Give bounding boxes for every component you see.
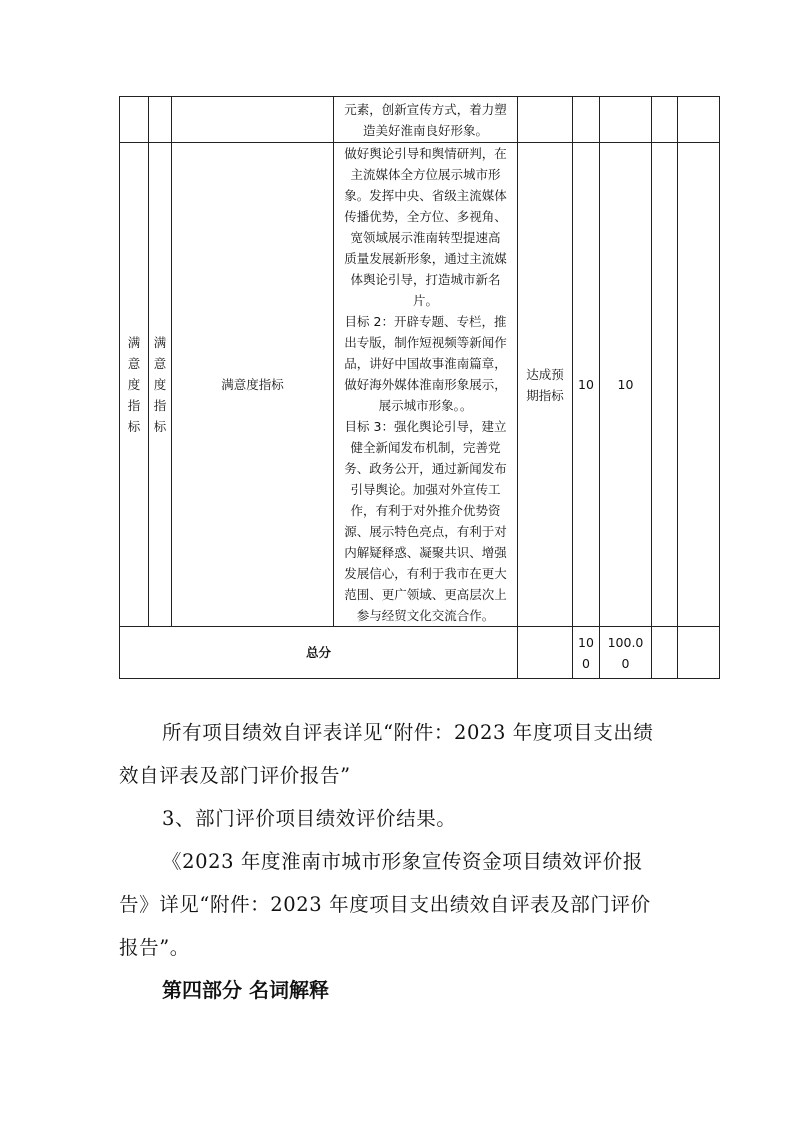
paragraph-line: 所有项目绩效自评表详见“附件：2023 年度项目支出绩 xyxy=(162,721,654,744)
description-line: 务、政务公开，通过新闻发布 xyxy=(344,461,507,476)
table-cell xyxy=(678,627,720,679)
table-cell xyxy=(652,627,678,679)
total-score-cell: 100.0 0 xyxy=(600,627,652,679)
paragraph-line: 3、部门评价项目绩效评价结果。 xyxy=(162,807,457,830)
table-row xyxy=(120,627,720,679)
weight-cell: 10 xyxy=(573,143,600,627)
description-line: 宽领域展示淮南转型提速高 xyxy=(350,230,501,245)
paragraph-line: 报告”。 xyxy=(119,936,190,959)
table-cell xyxy=(678,143,720,627)
description-line: 象。发挥中央、省级主流媒体 xyxy=(344,188,507,203)
score-cell: 10 xyxy=(600,143,652,627)
total-weight-cell: 10 0 xyxy=(573,627,600,679)
table-cell xyxy=(652,97,678,143)
table-cell xyxy=(678,97,720,143)
status-line: 达成预 xyxy=(526,366,564,382)
level2-indicator-cell: 满 意 度 指 标 xyxy=(149,143,172,627)
description-line: 发展信心，有利于我市在更大 xyxy=(344,566,507,581)
table-row xyxy=(120,143,720,627)
level3-indicator-cell: 满意度指标 xyxy=(172,143,334,627)
description-line: 源、展示特色亮点，有利于对 xyxy=(344,524,507,539)
description-line: 作，有利于对外推介优势资 xyxy=(350,503,501,518)
description-line: 范围、更广领域、更高层次上 xyxy=(344,587,507,602)
table-cell xyxy=(518,627,573,679)
description-line: 质量发展新形象，通过主流媒 xyxy=(344,251,507,266)
description-line: 传播优势，全方位、多视角、 xyxy=(344,209,507,224)
table-row xyxy=(120,97,720,143)
description-line: 参与经贸文化交流合作。 xyxy=(356,608,495,623)
description-line: 内解疑释惑、凝聚共识、增强 xyxy=(344,545,507,560)
level1-indicator-cell: 满 意 度 指 标 xyxy=(120,143,149,627)
description-line: 展示城市形象。。 xyxy=(378,398,473,413)
description-line: 目标 3：强化舆论引导，建立 xyxy=(344,419,507,434)
table-cell xyxy=(573,97,600,143)
description-line: 造美好淮南良好形象。 xyxy=(362,122,488,138)
description-line: 做好舆论引导和舆情研判，在 xyxy=(344,146,507,161)
total-label-cell: 总分 xyxy=(120,627,518,679)
description-line: 主流媒体全方位展示城市形 xyxy=(350,167,501,182)
table-cell xyxy=(652,143,678,627)
paragraph-line: 效自评表及部门评价报告” xyxy=(119,764,351,787)
paragraph-line: 告》详见“附件：2023 年度项目支出绩效自评表及部门评价 xyxy=(119,893,651,916)
description-line: 引导舆论。加强对外宣传工 xyxy=(350,482,501,497)
paragraph-line: 《2023 年度淮南市城市形象宣传资金项目绩效评价报 xyxy=(162,850,643,873)
status-cell xyxy=(518,143,573,627)
description-line: 品，讲好中国故事淮南篇章， xyxy=(344,356,507,371)
description-line: 出专版，制作短视频等新闻作 xyxy=(344,335,507,350)
description-line: 做好海外媒体淮南形象展示， xyxy=(344,377,507,392)
indicator-description-cell xyxy=(334,97,518,143)
table-cell xyxy=(120,97,149,143)
indicator-description-cell xyxy=(334,143,518,627)
description-line: 健全新闻发布机制，完善党 xyxy=(350,440,501,455)
description-line: 目标 2：开辟专题、专栏，推 xyxy=(344,314,507,329)
performance-table xyxy=(119,96,720,679)
table-cell xyxy=(172,97,334,143)
status-line: 期指标 xyxy=(526,387,564,403)
section-heading: 第四部分 名词解释 xyxy=(162,978,329,1002)
table-cell xyxy=(149,97,172,143)
table-cell xyxy=(600,97,652,143)
description-line: 体舆论引导，打造城市新名 xyxy=(350,272,501,287)
table-cell xyxy=(518,97,573,143)
description-line: 片。 xyxy=(412,293,438,308)
description-line: 元素，创新宣传方式，着力塑 xyxy=(344,101,507,117)
